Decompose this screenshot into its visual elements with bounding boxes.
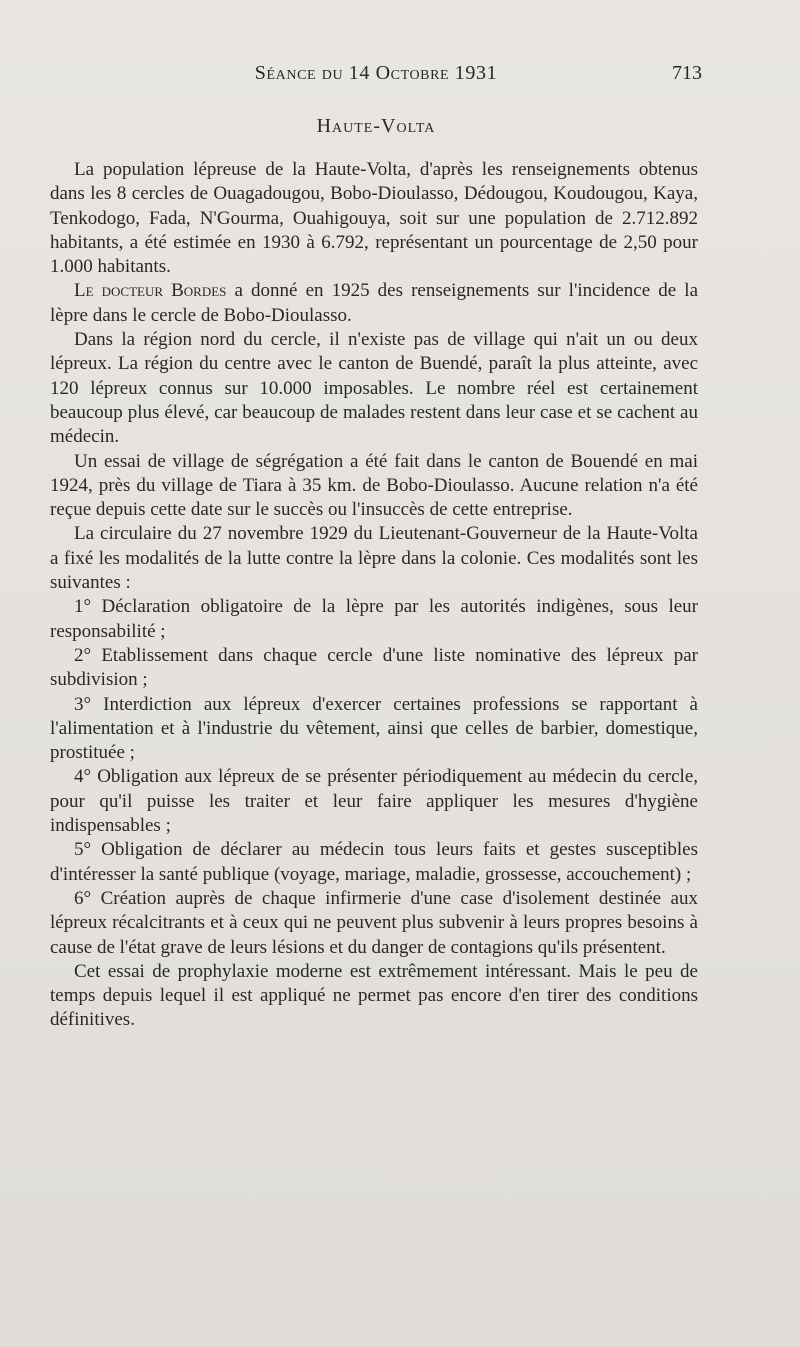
paragraph-text: a donné en 1925 des renseignements sur l'incidence de la lèpre dans le cercle de Bobo-Dioulasso. (50, 280, 699, 326)
body-text (50, 158, 698, 1033)
paragraph: Dans la région nord du cercle, il n'existe pas de village qui n'ait un ou deux lépreux. La région du centre avec le canton de Buendé, paraît la plus atteinte, avec 120 lépreux connus sur 10.000 imposables. Le nombre réel est certainement beaucoup plus élevé, car beaucoup de malades restent dans leur case et se cachent au médecin. (50, 329, 698, 448)
list-item: 2° Etablissement dans chaque cercle d'une liste nominative des lépreux par subdivision ; (50, 644, 698, 691)
paragraph: La population lépreuse de la Haute-Volta, d'après les renseignements obtenus dans les 8 cercles de Ouagadougou, Bobo-Dioulasso, Dédougou, Koudougou, Kaya, Tenkodogo, Fada, N'Gourma, Ouahigouya, soit sur une population de 2.712.892 habitants, a été estimée en 1930 à 6.792, représentant un pourcentage de 2,50 pour 1.000 habitants. (50, 159, 698, 278)
section-title: Haute-Volta (316, 115, 436, 137)
paragraph: Un essai de village de ségrégation a été fait dans le canton de Bouendé en mai 1924, près du village de Tiara à 35 km. de Bobo-Dioulasso. Aucune relation n'a été reçue depuis cette date sur le succès ou l'insuccès de cette entreprise. (50, 450, 698, 521)
running-head (50, 62, 702, 90)
paragraph (50, 279, 698, 328)
author-reference: Le docteur Bordes (74, 280, 227, 302)
list-item: 6° Création auprès de chaque infirmerie d'une case d'isolement destinée aux lépreux récalcitrants et à ceux qui ne peuvent plus subvenir à leurs propres besoins à cause de l'état grave de leurs lésions et du danger de contagions qu'ils présentent. (50, 887, 698, 958)
paragraph: Cet essai de prophylaxie moderne est extrêmement intéressant. Mais le peu de temps depuis lequel il est appliqué ne permet pas encore d'en tirer des conditions définitives. (50, 960, 698, 1031)
running-title: Séance du 14 Octobre 1931 (254, 62, 498, 84)
list-item: 3° Interdiction aux lépreux d'exercer certaines professions se rapportant à l'alimentation et à l'industrie du vêtement, ainsi que celles de barbier, domestique, prostituée ; (50, 693, 698, 764)
list-item: 4° Obligation aux lépreux de se présenter périodiquement au médecin du cercle, pour qu'il puisse les traiter et leur faire appliquer les mesures d'hygiène indispensables ; (50, 766, 698, 837)
paragraph: La circulaire du 27 novembre 1929 du Lieutenant-Gouverneur de la Haute-Volta a fixé les modalités de la lutte contre la lèpre dans la colonie. Ces modalités sont les suivantes : (50, 523, 698, 594)
list-item: 1° Déclaration obligatoire de la lèpre par les autorités indigènes, sous leur responsabilité ; (50, 596, 698, 642)
list-item: 5° Obligation de déclarer au médecin tous leurs faits et gestes susceptibles d'intéresser la santé publique (voyage, mariage, maladie, grossesse, accouchement) ; (50, 839, 698, 885)
page-number: 713 (672, 62, 702, 84)
